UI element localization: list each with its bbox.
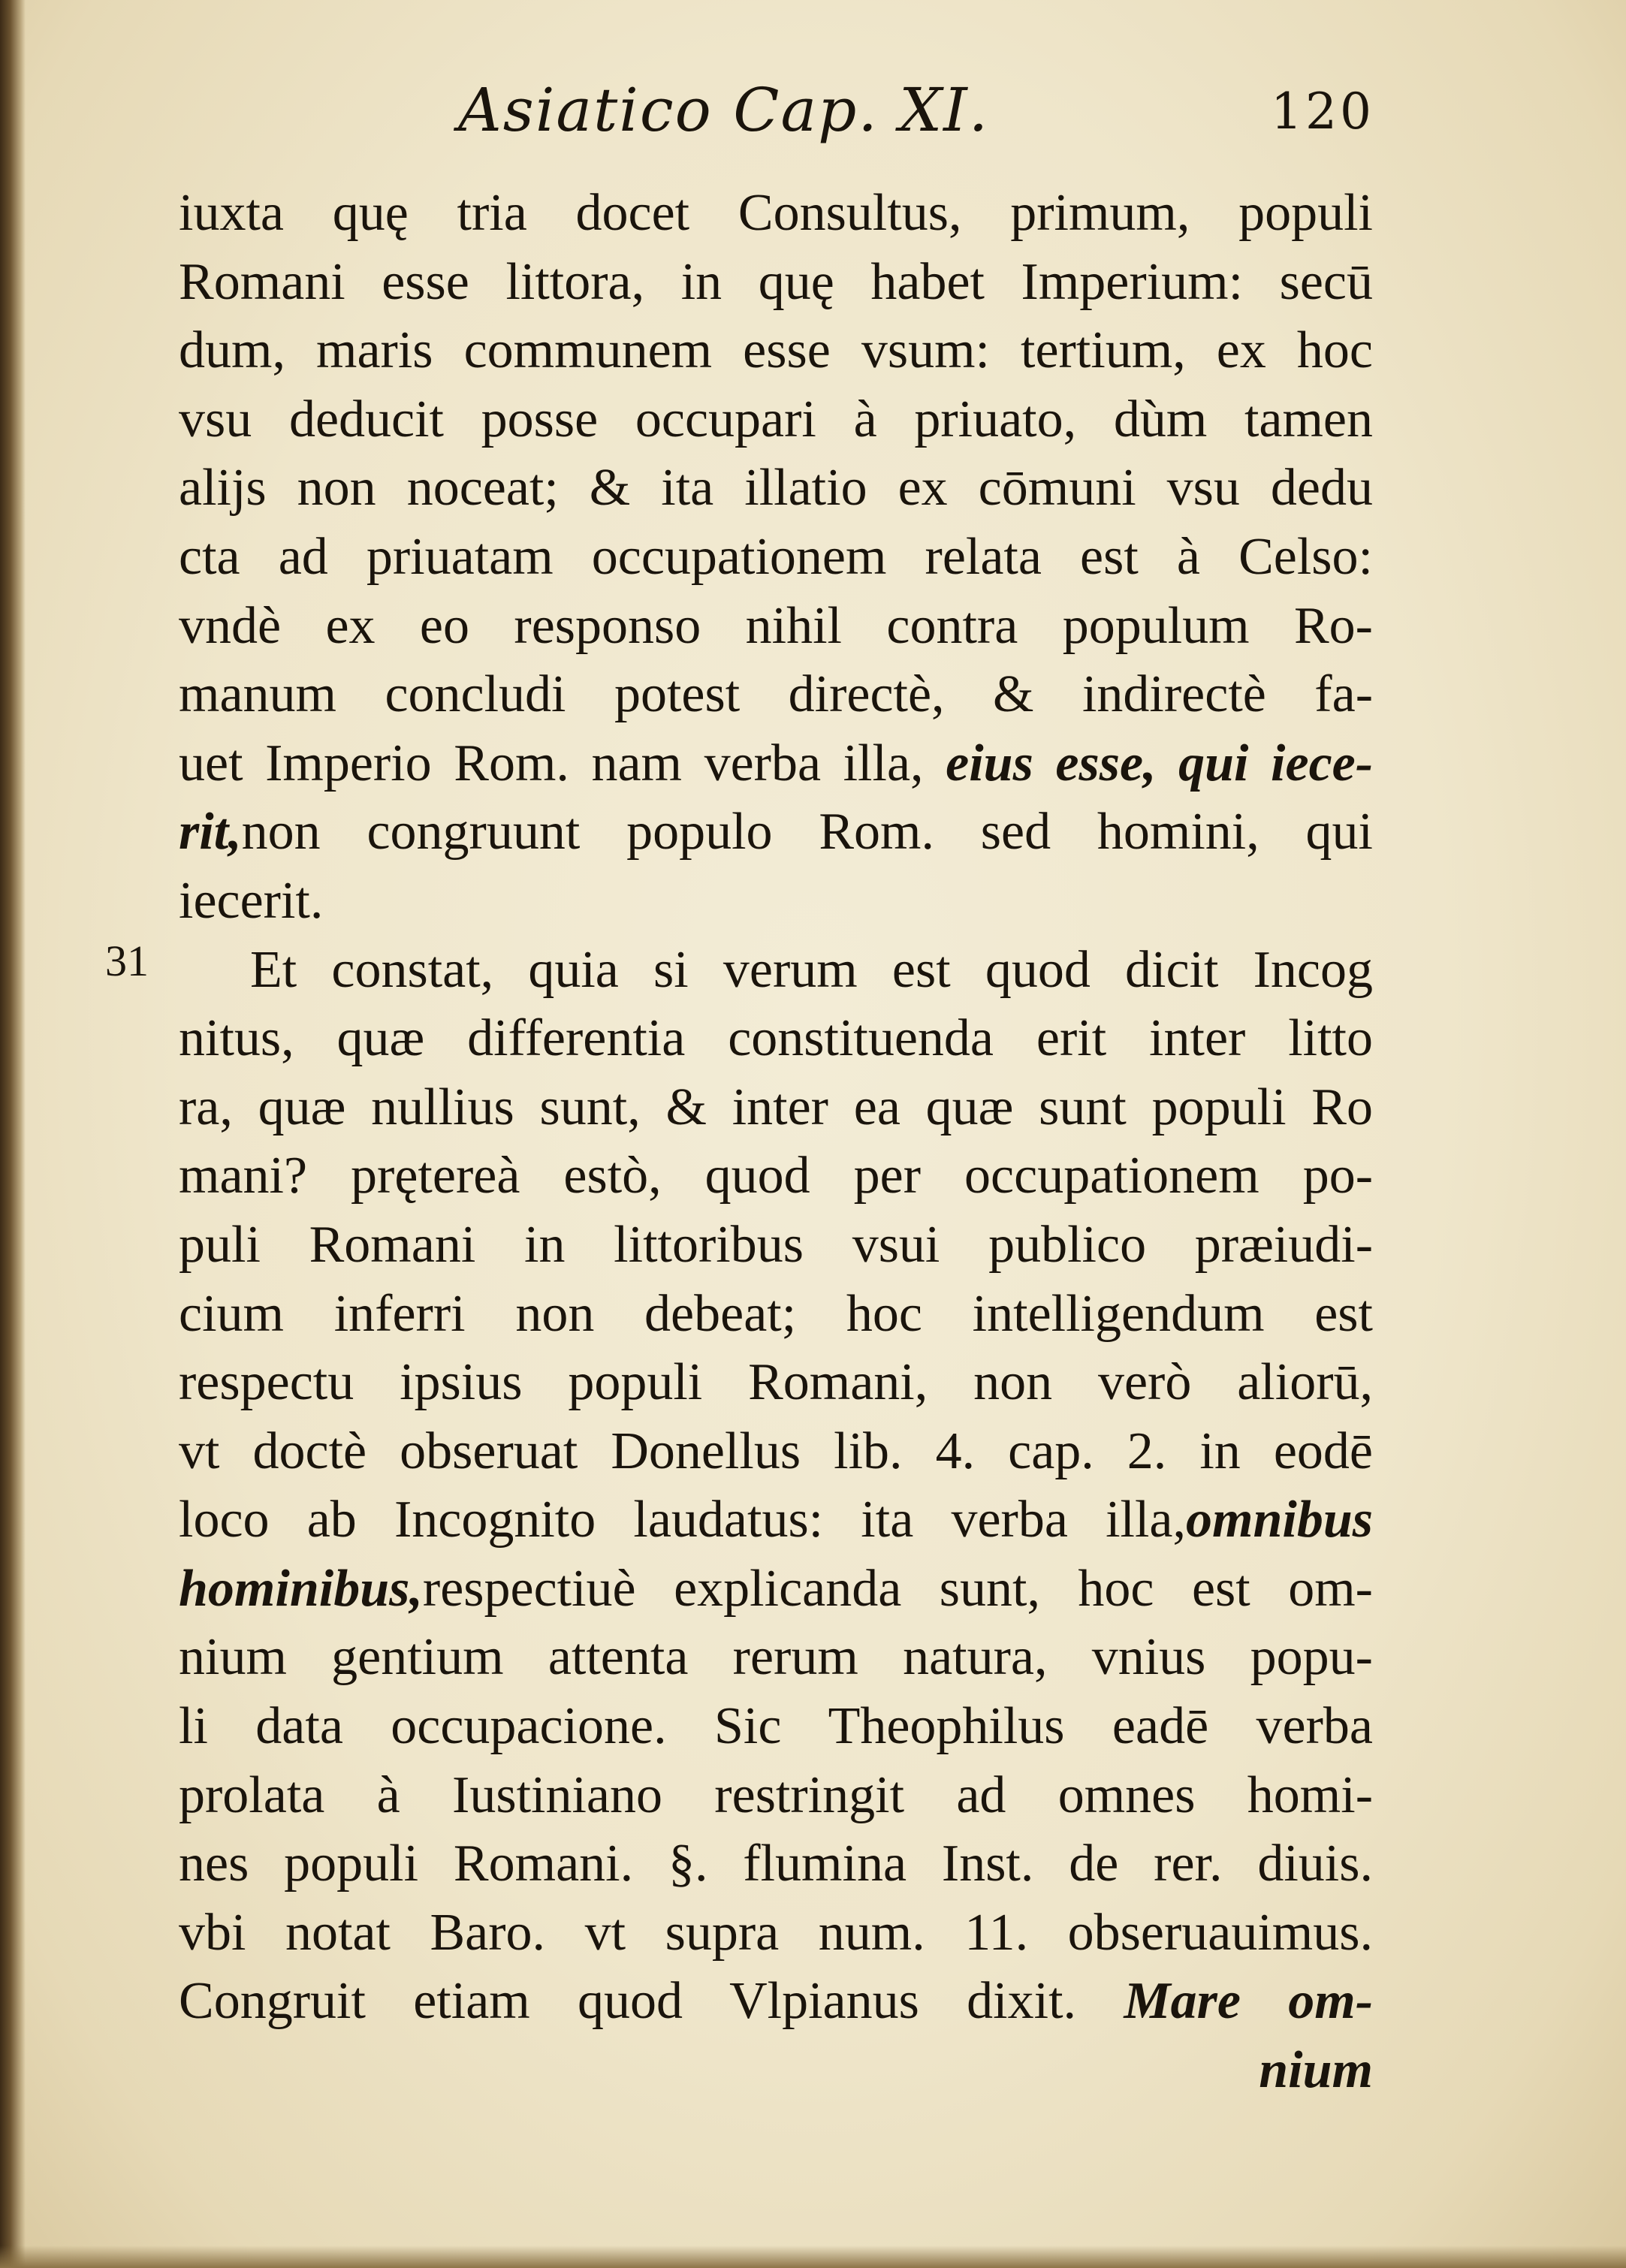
catchword: nium [1259,2041,1373,2100]
text-line: iecerit. [179,871,324,930]
running-head: Asiatico Cap. XI. [458,75,990,145]
text-line: vbi notat Baro. vt supra num. 11. obseruauimus. [179,1903,1373,1962]
text-line: manum concludi potest directè, & indirectè fa- [179,665,1373,724]
italic-quote: eius esse, qui iece- [946,734,1373,792]
italic-quote: hominibus, [179,1559,423,1618]
text-line: prolata à Iustiniano restringit ad omnes homi- [179,1766,1373,1824]
italic-quote: Mare om- [1124,1972,1373,2031]
margin-paragraph-number: 31 [105,936,149,985]
text-line: cta ad priuatam occupationem relata est à Celso: [179,527,1373,586]
text-line: vt doctè obseruat Donellus lib. 4. cap. 2. in eodē [179,1422,1373,1480]
text-line: Congruit etiam quod Vlpianus dixit. Mare om- [179,1972,1373,2031]
text-line: hominibus,respectiuè explicanda sunt, hoc est om- [179,1559,1373,1618]
text-line: loco ab Incognito laudatus: ita verba illa,omnibus [179,1491,1373,1549]
text-line: dum, maris communem esse vsum: tertium, ex hoc [179,321,1373,380]
body-text [179,179,1373,2105]
text-line: puli Romani in littoribus vsui publico præiudi- [179,1215,1373,1274]
italic-quote: rit, [179,803,242,861]
text-line: iuxta quę tria docet Consultus, primum, populi [179,184,1373,242]
page-gutter-edge [0,0,26,2268]
text-line: respectu ipsius populi Romani, non verò aliorū, [179,1353,1373,1412]
page-number: 120 [1271,83,1374,140]
text-line: nium gentium attenta rerum natura, vnius popu- [179,1628,1373,1687]
page-bottom-edge [0,2245,1626,2268]
page-header [180,75,1374,158]
italic-quote: omnibus [1186,1491,1373,1549]
text-line: vndè ex eo responso nihil contra populum Ro- [179,596,1373,655]
text-line: nes populi Romani. §. flumina Inst. de rer. diuis. [179,1835,1373,1893]
text-line: alijs non noceat; & ita illatio ex cōmuni vsu dedu [179,459,1373,517]
text-line: uet Imperio Rom. nam verba illa, eius esse, qui iece- [179,734,1373,792]
text-line: mani? prętereà estò, quod per occupationem po- [179,1147,1373,1205]
text-line: rit,non congruunt populo Rom. sed homini, qui [179,803,1373,861]
text-line: nitus, quæ differentia constituenda erit inter litto [179,1009,1373,1068]
text-line: ra, quæ nullius sunt, & inter ea quæ sunt populi Ro [179,1078,1373,1136]
text-line: li data occupacione. Sic Theophilus eadē verba [179,1697,1373,1756]
text-line: Et constat, quia si verum est quod dicit Incog [250,940,1373,999]
text-line: Romani esse littora, in quę habet Imperium: secū [179,252,1373,311]
text-line: cium inferri non debeat; hoc intelligendum est [179,1284,1373,1343]
text-line: vsu deducit posse occupari à priuato, dùm tamen [179,390,1373,448]
